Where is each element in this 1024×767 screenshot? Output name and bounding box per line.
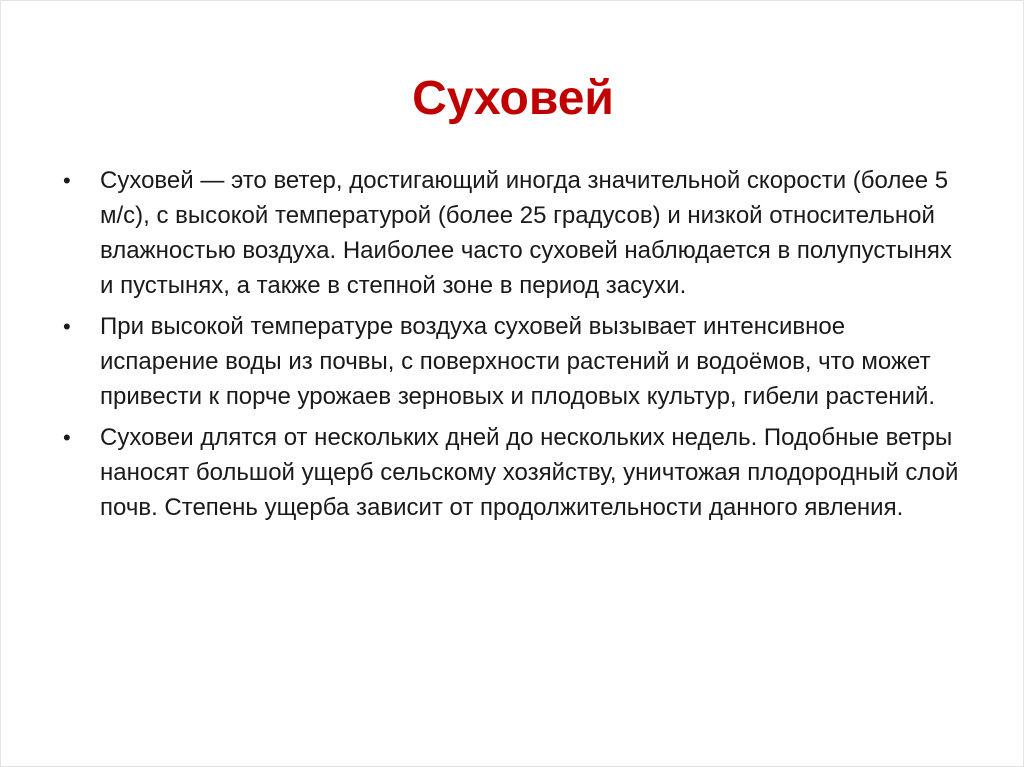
bullet-item xyxy=(63,420,963,525)
bullet-dot-icon: • xyxy=(63,314,71,339)
bullet-list xyxy=(63,163,963,531)
slide-title: Суховей xyxy=(412,72,614,125)
bullet-text: Суховеи длятся от нескольких дней до нескольких недель. Подобные ветры наносят большой ущерб сельскому хозяйству, уничтожая плодородный слой почв. Степень ущерба зависит от продолжительности данного явления. xyxy=(100,424,959,521)
bullet-item xyxy=(63,163,963,303)
bullet-dot-icon: • xyxy=(63,425,71,450)
bullet-text: Суховей — это ветер, достигающий иногда значительной скорости (более 5 м/с), с высокой температурой (более 25 градусов) и низкой относительной влажностью воздуха. Наиболее часто суховей наблюдается в полупустынях и пустынях, а также в степной зоне в период засухи. xyxy=(100,167,952,299)
bullet-dot-icon: • xyxy=(63,168,71,193)
bullet-item xyxy=(63,309,963,414)
bullet-text: При высокой температуре воздуха суховей вызывает интенсивное испарение воды из почвы, с поверхности растений и водоёмов, что может привести к порче урожаев зерновых и плодовых культур, гибели растений. xyxy=(100,313,936,410)
